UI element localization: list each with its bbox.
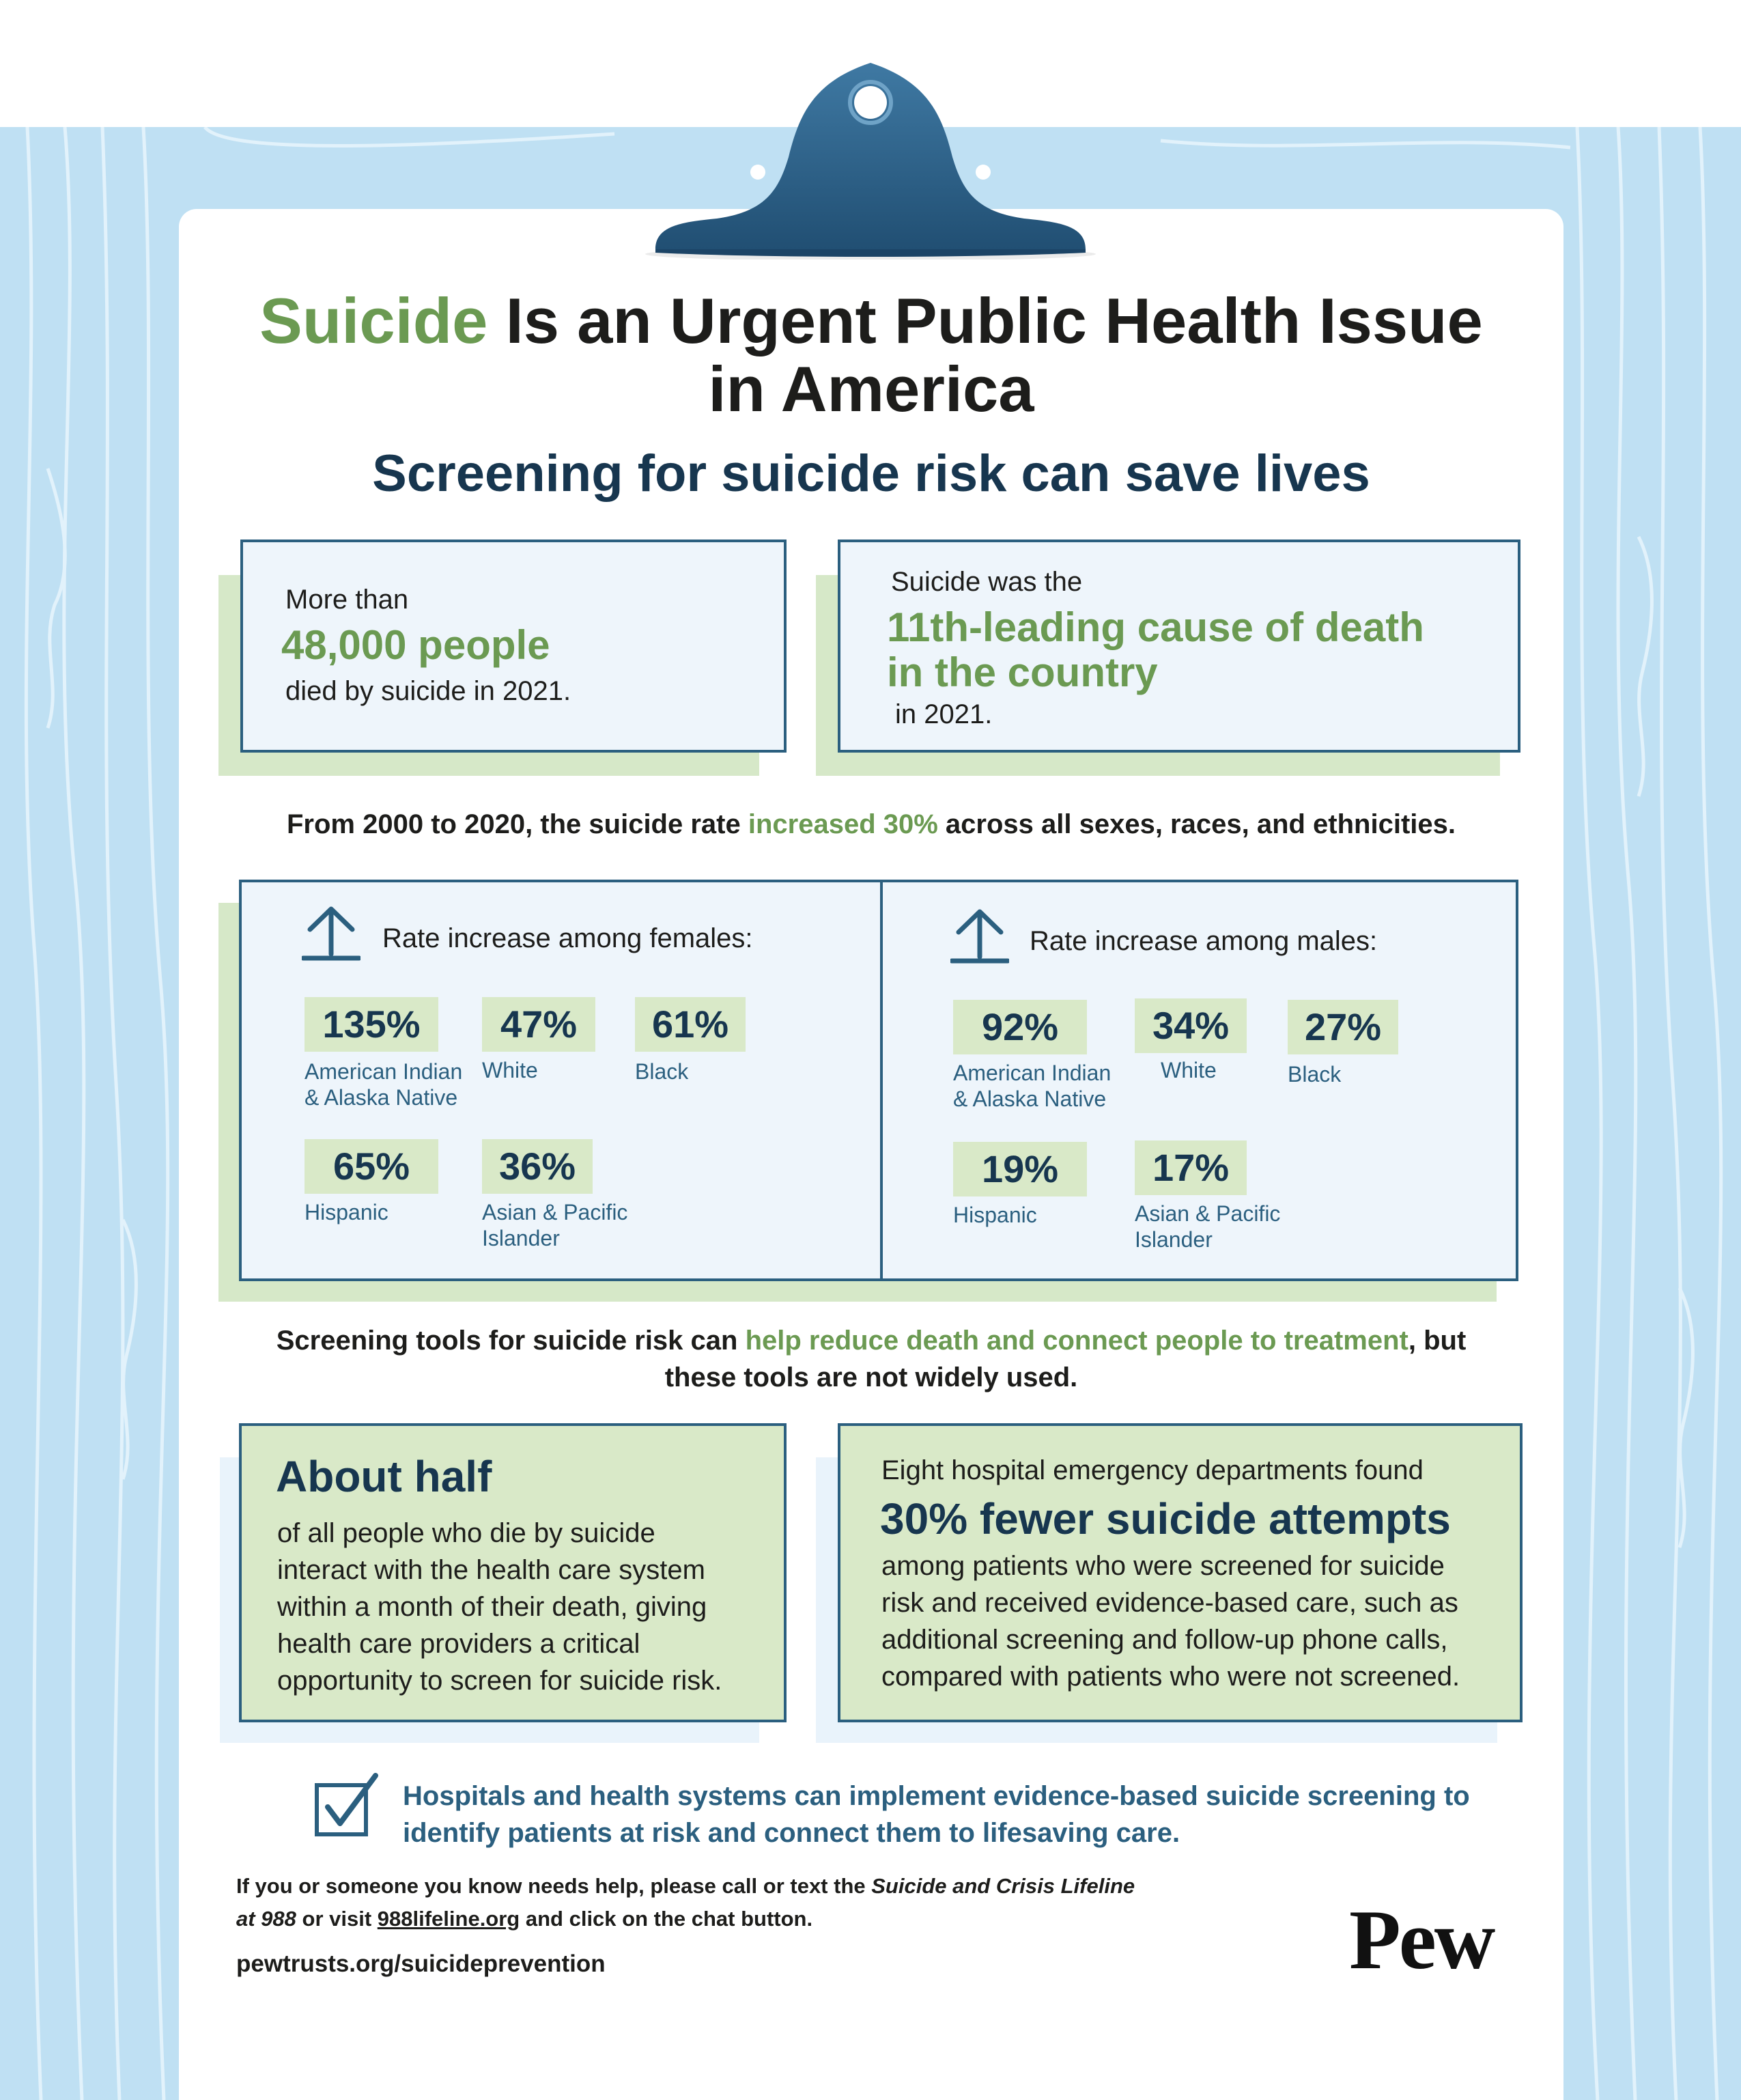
up-arrow-icon [302,904,360,962]
about-half-heading: About half [276,1452,492,1501]
body-line: health care providers a critical [277,1629,640,1659]
label-line: & Alaska Native [953,1087,1107,1111]
label-line: Islander [482,1226,560,1250]
label-line: Asian & Pacific [482,1200,628,1224]
females-heading: Rate increase among females: [382,923,753,953]
label-line: White [1161,1058,1217,1082]
help-mid: or visit [296,1907,378,1931]
stat-left-post: died by suicide in 2021. [285,676,571,706]
clipboard-clip-icon [628,55,1113,260]
lifeline-link[interactable]: 988lifeline.org [377,1907,520,1931]
title-line2: in America [708,353,1034,425]
body-line: among patients who were screened for suicide [881,1551,1445,1581]
trend-highlight: increased 30% [748,809,938,839]
body-line: additional screening and follow-up phone calls, [881,1625,1448,1655]
body-line: compared with patients who were not screened. [881,1662,1460,1692]
male-stat-value: 34% [1135,998,1247,1053]
ed-box [838,1423,1523,1722]
male-stat-value: 92% [953,1000,1087,1054]
body-line: of all people who die by suicide [277,1518,655,1548]
label-line: Black [1288,1062,1342,1087]
screening-statement [179,1322,1563,1396]
female-stat-value: 135% [305,997,438,1052]
body-line: opportunity to screen for suicide risk. [277,1666,722,1696]
stat-left-pre: More than [285,585,409,615]
female-stat-value: 65% [305,1139,438,1194]
female-stat-value: 61% [635,997,746,1052]
male-stat-label [1161,1057,1217,1083]
screening-highlight: help reduce death and connect people to treatment [745,1326,1409,1356]
help-pre: If you or someone you know needs help, please call or text the [236,1874,872,1898]
female-stat-value: 36% [482,1139,593,1194]
screening-pre: Screening tools for suicide risk can [276,1326,746,1356]
female-stat-label [305,1059,462,1110]
label-line: Hispanic [305,1200,388,1224]
body-line: within a month of their death, giving [277,1592,707,1622]
help-lifeline: Suicide and Crisis Lifeline [871,1874,1135,1898]
trend-pre: From 2000 to 2020, the suicide rate [287,809,748,839]
male-stat-label [953,1202,1037,1228]
male-stat-label [953,1060,1111,1112]
label-line: & Alaska Native [305,1085,458,1110]
label-line: Black [635,1059,689,1084]
about-half-body [277,1515,722,1699]
male-stat-value: 27% [1288,1000,1398,1054]
trend-post: across all sexes, races, and ethnicities. [937,809,1456,839]
male-stat-value: 19% [953,1142,1087,1196]
screening-post: , but [1408,1326,1467,1356]
pew-logo: Pew [1349,1893,1494,1987]
female-stat-value: 47% [482,997,595,1052]
stat-right-big-line2: in the country [887,649,1158,695]
page-title [179,287,1563,423]
body-line: risk and received evidence-based care, such as [881,1588,1458,1618]
trend-statement [179,806,1563,843]
label-line: American Indian [953,1061,1112,1085]
ed-pre: Eight hospital emergency departments found [881,1455,1424,1485]
label-line: American Indian [305,1059,463,1084]
title-line1-rest: Is an Urgent Public Health Issue [487,285,1483,356]
body-line: interact with the health care system [277,1555,705,1585]
screening-line2: these tools are not widely used. [664,1362,1078,1392]
cta-line: Hospitals and health systems can implement evidence-based suicide screening to [403,1781,1470,1811]
cta-line: identify patients at risk and connect them to lifesaving care. [403,1818,1180,1848]
pew-url[interactable]: pewtrusts.org/suicideprevention [236,1950,606,1977]
help-number: at 988 [236,1907,296,1931]
males-heading: Rate increase among males: [1030,926,1378,956]
ed-body [881,1548,1460,1695]
about-half-box [239,1423,787,1722]
ed-heading: 30% fewer suicide attempts [880,1494,1451,1543]
male-stat-value: 17% [1135,1140,1247,1195]
checkbox-check-icon [313,1773,381,1838]
label-line: Asian & Pacific [1135,1201,1281,1226]
stat-right-box [838,540,1520,753]
stat-right-big-line1: 11th-leading cause of death [887,604,1424,650]
up-arrow-icon [950,906,1009,965]
male-stat-label [1288,1061,1341,1087]
female-stat-label [482,1199,627,1251]
female-stat-label [635,1059,688,1084]
page-subtitle: Screening for suicide risk can save lives [372,445,1370,503]
rates-divider [880,882,883,1278]
male-stat-label [1135,1201,1280,1252]
label-line: Islander [1135,1227,1213,1252]
stat-right-pre: Suicide was the [891,567,1083,597]
cta-text [403,1778,1470,1851]
stat-left-box [240,540,787,753]
label-line: Hispanic [953,1203,1037,1227]
label-line: White [482,1058,538,1082]
title-highlight: Suicide [259,285,488,356]
help-text [236,1870,1135,1935]
female-stat-label [305,1199,388,1225]
stat-left-big: 48,000 people [281,622,550,668]
help-post: and click on the chat button. [520,1907,813,1931]
stat-right-post: in 2021. [895,699,993,729]
female-stat-label [482,1057,538,1083]
